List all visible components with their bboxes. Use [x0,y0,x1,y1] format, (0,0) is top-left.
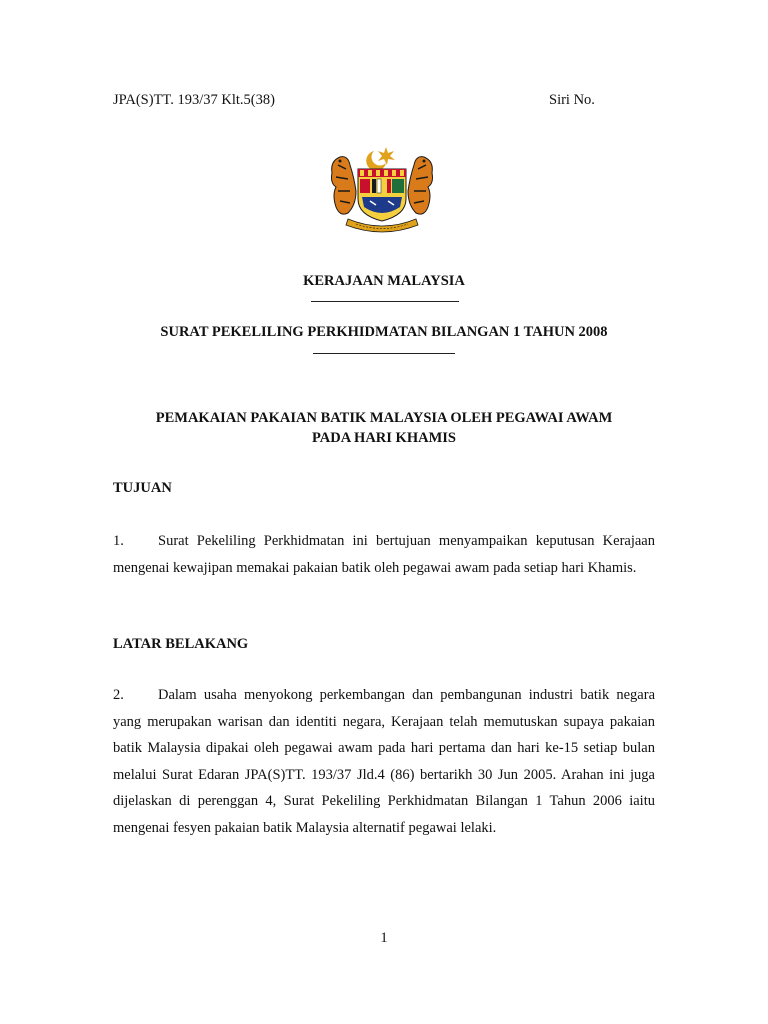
page-number: 1 [380,930,388,946]
subject-line-2: PADA HARI KHAMIS [312,430,456,446]
issuer-title: KERAJAAN MALAYSIA [303,273,465,289]
circular-title: SURAT PEKELILING PERKHIDMATAN BILANGAN 1 TAHUN 2008 [160,324,608,340]
divider-1 [311,301,459,302]
paragraph-number: 2. [113,687,124,703]
serial-number-label: Siri No. [549,92,595,108]
section-heading-tujuan: TUJUAN [113,480,172,496]
divider-2 [313,353,455,354]
paragraph-text: Dalam usaha menyokong perkembangan dan pembangunan industri batik negara yang merupakan warisan dan identiti negara, Kerajaan telah memutuskan supaya pakaian batik Malaysia dipakai oleh pegawai awam pada hari pertama dan hari ke-15 setiap bulan melalui Surat Edaran JPA(S)TT. 193/37 Jld.4 (86) bertarikh 30 Jun 2005. Arahan ini juga dijelaskan di perenggan 4, Surat Pekeliling Perkhidmatan Bilangan 1 Tahun 2006 iaitu mengenai fesyen pakaian batik Malaysia alternatif pegawai lelaki. [113,687,655,836]
coat-of-arms-icon [326,143,438,235]
reference-number: JPA(S)TT. 193/37 Klt.5(38) [113,92,275,108]
paragraph-1 [113,528,655,581]
paragraph-number: 1. [113,533,124,549]
section-heading-latar-belakang: LATAR BELAKANG [113,636,249,652]
paragraph-2 [113,682,655,841]
paragraph-text: Surat Pekeliling Perkhidmatan ini bertujuan menyampaikan keputusan Kerajaan mengenai kewajipan memakai pakaian batik oleh pegawai awam pada setiap hari Khamis. [113,533,655,576]
subject-line-1: PEMAKAIAN PAKAIAN BATIK MALAYSIA OLEH PEGAWAI AWAM [155,410,613,426]
